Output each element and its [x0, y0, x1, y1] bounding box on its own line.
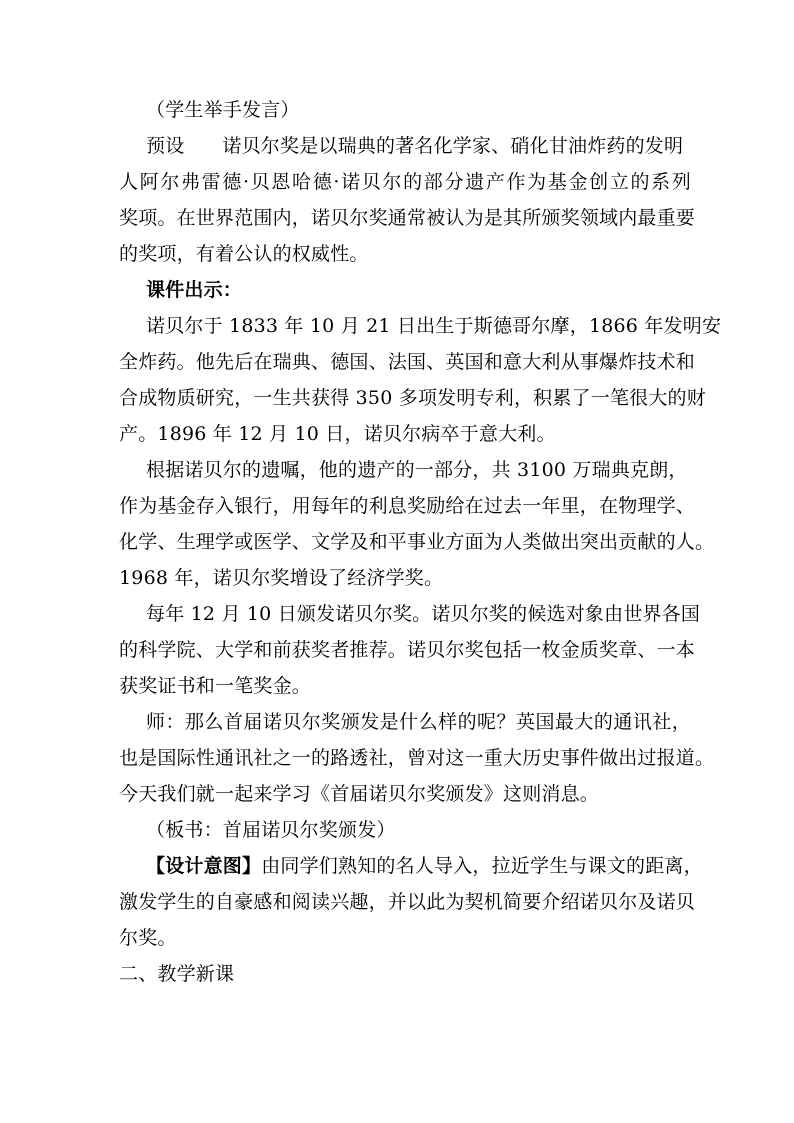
nobel-will-line-3: 化学、生理学或医学、文学及和平事业方面为人类做出突出贡献的人。 [119, 531, 715, 553]
preset-answer-line-4: 的奖项，有着公认的权威性。 [119, 243, 369, 265]
design-intent-line-2: 激发学生的自豪感和阅读兴趣，并以此为契机简要介绍诺贝尔及诺贝 [119, 891, 696, 913]
design-intent-label: 【设计意图】 [146, 855, 262, 877]
nobel-bio-line-1: 诺贝尔于 1833 年 10 月 21 日出生于斯德哥尔摩，1866 年发明安 [146, 315, 722, 337]
nobel-will-line-4: 1968 年，诺贝尔奖增设了经济学奖。 [119, 567, 444, 589]
blackboard-note: （板书：首届诺贝尔奖颁发） [146, 819, 396, 841]
student-speaking-note: （学生举手发言） [146, 99, 300, 121]
preset-label: 预设 [146, 135, 185, 157]
award-date-line-3: 获奖证书和一笔奖金。 [119, 675, 312, 697]
nobel-bio-line-2: 全炸药。他先后在瑞典、德国、法国、英国和意大利从事爆炸技术和 [119, 351, 696, 373]
preset-answer-line-2: 人阿尔弗雷德·贝恩哈德·诺贝尔的部分遗产作为基金创立的系列 [119, 171, 691, 193]
courseware-heading: 课件出示： [146, 279, 243, 301]
document-page [119, 92, 722, 992]
nobel-will-line-1: 根据诺贝尔的遗嘱，他的遗产的一部分，共 3100 万瑞典克朗， [146, 459, 688, 481]
design-intent-line-3: 尔奖。 [119, 927, 177, 949]
teacher-intro-line-2: 也是国际性通讯社之一的路透社，曾对这一重大历史事件做出过报道。 [119, 747, 715, 769]
nobel-bio-line-3: 合成物质研究，一生共获得 350 多项发明专利，积累了一笔很大的财 [119, 387, 706, 409]
nobel-bio-line-4: 产。1896 年 12 月 10 日，诺贝尔病卒于意大利。 [119, 423, 556, 445]
preset-answer-line-3: 奖项。在世界范围内，诺贝尔奖通常被认为是其所颁奖领域内最重要 [119, 207, 696, 229]
award-date-line-1: 每年 12 月 10 日颁发诺贝尔奖。诺贝尔奖的候选对象由世界各国 [146, 603, 701, 625]
teacher-intro-line-3: 今天我们就一起来学习《首届诺贝尔奖颁发》这则消息。 [119, 783, 600, 805]
award-date-line-2: 的科学院、大学和前获奖者推荐。诺贝尔奖包括一枚金质奖章、一本 [119, 639, 696, 661]
design-intent-text: 由同学们熟知的名人导入，拉近学生与课文的距离， [261, 855, 703, 877]
preset-text: 诺贝尔奖是以瑞典的著名化学家、硝化甘油炸药的发明 [222, 135, 684, 157]
preset-answer-line-1 [119, 128, 691, 164]
teacher-intro-line-1: 师：那么首届诺贝尔奖颁发是什么样的呢？英国最大的通讯社， [146, 711, 691, 733]
nobel-will-line-2: 作为基金存入银行，用每年的利息奖励给在过去一年里，在物理学、 [119, 495, 696, 517]
section-heading-new-lesson: 二、教学新课 [119, 963, 235, 985]
design-intent-line-1 [119, 848, 703, 884]
